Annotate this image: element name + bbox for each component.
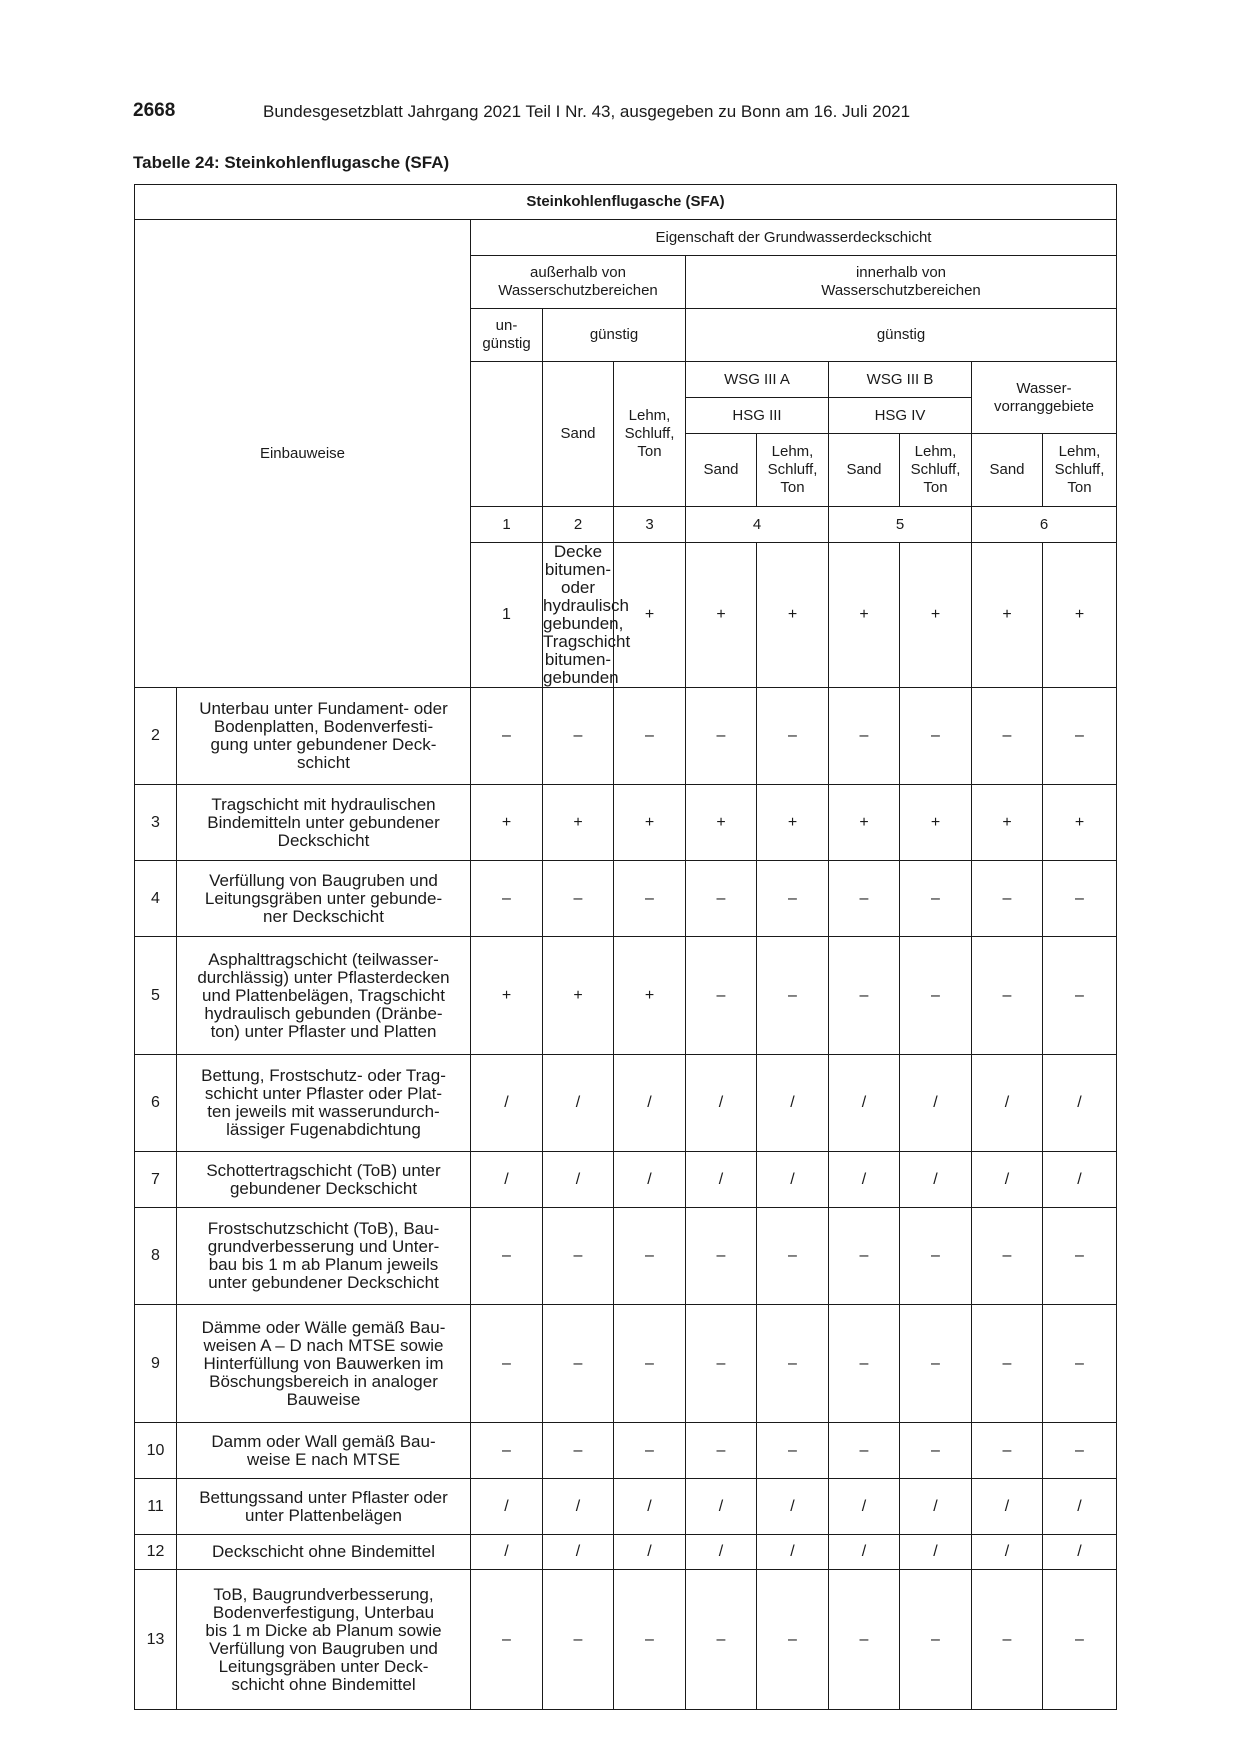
row-number: 5 bbox=[135, 937, 177, 1055]
description-line: lässiger Fugenabdichtung bbox=[226, 1120, 421, 1139]
description-line: ToB, Baugrundverbesserung, bbox=[213, 1584, 434, 1604]
row-number: 12 bbox=[135, 1535, 177, 1570]
rating-cell: – bbox=[614, 1423, 686, 1479]
rating-cell: – bbox=[972, 1423, 1043, 1479]
description-line: gung unter gebundener Deck- bbox=[210, 735, 437, 754]
rating-cell: – bbox=[900, 1208, 972, 1305]
rating-cell: – bbox=[900, 688, 972, 785]
rating-cell: / bbox=[1043, 1479, 1117, 1535]
lehm-header-col3 bbox=[614, 362, 686, 507]
innerhalb-line-2: Wasserschutzbereichen bbox=[821, 282, 981, 299]
rating-cell: – bbox=[757, 1423, 829, 1479]
description-line: schicht ohne Bindemittel bbox=[231, 1674, 416, 1694]
description-line: schicht bbox=[297, 753, 350, 772]
rating-cell: – bbox=[757, 1208, 829, 1305]
rating-cell: – bbox=[900, 1570, 972, 1710]
rating-cell: / bbox=[471, 1055, 543, 1152]
lehm-line-1: Lehm, bbox=[1058, 443, 1101, 460]
rating-cell: + bbox=[614, 785, 686, 861]
description-line: Asphalttragschicht (teilwasser- bbox=[208, 949, 439, 969]
row-description bbox=[177, 1305, 471, 1423]
rating-cell: – bbox=[471, 861, 543, 937]
description-line: ner Deckschicht bbox=[263, 906, 384, 926]
rating-cell: – bbox=[686, 1208, 757, 1305]
rating-cell: / bbox=[900, 1535, 972, 1570]
description-line: bau bis 1 m ab Planum jeweils bbox=[208, 1255, 439, 1274]
rating-cell: – bbox=[757, 861, 829, 937]
description-line: Bodenverfestigung, Unterbau bbox=[212, 1602, 435, 1622]
description-line: Hinterfüllung von Bauwerken im bbox=[203, 1353, 444, 1373]
lehm-line-3: Ton bbox=[923, 479, 948, 496]
rating-cell: – bbox=[471, 688, 543, 785]
rating-cell: – bbox=[757, 937, 829, 1055]
column-number-6: 6 bbox=[972, 507, 1117, 543]
rating-cell: / bbox=[543, 1535, 614, 1570]
column-number-5: 5 bbox=[829, 507, 972, 543]
rating-cell: – bbox=[543, 1305, 614, 1423]
rating-cell: – bbox=[900, 1423, 972, 1479]
description-line: unter gebundener Deckschicht bbox=[208, 1273, 439, 1292]
rating-cell: / bbox=[1043, 1055, 1117, 1152]
description-line: Decke bitumen- oder hydraulisch bbox=[543, 542, 629, 615]
lehm-line-2: Schluff, bbox=[624, 425, 675, 442]
sand-header-col4: Sand bbox=[686, 434, 757, 507]
rating-cell: / bbox=[614, 1055, 686, 1152]
rating-cell: – bbox=[614, 861, 686, 937]
rating-cell: / bbox=[471, 1535, 543, 1570]
row-number: 8 bbox=[135, 1208, 177, 1305]
wsg-3a-header: WSG III A bbox=[686, 362, 829, 398]
rating-cell: – bbox=[1043, 1305, 1117, 1423]
rating-cell: – bbox=[471, 1570, 543, 1710]
rating-cell: / bbox=[829, 1535, 900, 1570]
rating-cell: / bbox=[471, 1152, 543, 1208]
rating-cell: – bbox=[686, 861, 757, 937]
rating-cell: – bbox=[543, 861, 614, 937]
rating-cell: – bbox=[686, 688, 757, 785]
description-line: gebunden, Tragschicht bitumen- bbox=[543, 614, 631, 669]
rating-cell: / bbox=[972, 1055, 1043, 1152]
rating-cell: – bbox=[471, 1305, 543, 1423]
rating-cell: / bbox=[543, 1055, 614, 1152]
rating-cell: / bbox=[1043, 1152, 1117, 1208]
description-line: ton) unter Pflaster und Platten bbox=[210, 1021, 437, 1041]
rating-cell: – bbox=[686, 1570, 757, 1710]
rating-cell: / bbox=[686, 1535, 757, 1570]
table-row bbox=[135, 1208, 1117, 1305]
table-row bbox=[135, 861, 1117, 937]
rating-cell: – bbox=[1043, 1208, 1117, 1305]
column-number-2: 2 bbox=[543, 507, 614, 543]
rating-cell: – bbox=[972, 688, 1043, 785]
row-description bbox=[177, 1479, 471, 1535]
rating-cell: – bbox=[1043, 861, 1117, 937]
rating-cell: / bbox=[829, 1479, 900, 1535]
row-description bbox=[177, 861, 471, 937]
page-number: 2668 bbox=[133, 100, 176, 121]
description-line: Bindemitteln unter gebundener bbox=[207, 812, 440, 832]
description-line: Unterbau unter Fundament- oder bbox=[199, 699, 448, 718]
rating-cell: + bbox=[543, 937, 614, 1055]
rating-cell: + bbox=[757, 785, 829, 861]
lehm-line-1: Lehm, bbox=[914, 443, 957, 460]
lehm-header-col5 bbox=[900, 434, 972, 507]
ausserhalb-line-2: Wasserschutzbereichen bbox=[498, 282, 658, 299]
rating-cell: / bbox=[686, 1479, 757, 1535]
row-number: 10 bbox=[135, 1423, 177, 1479]
lehm-line-2: Schluff, bbox=[910, 461, 961, 478]
description-line: schicht unter Pflaster oder Plat- bbox=[204, 1084, 443, 1103]
rating-cell: – bbox=[1043, 1570, 1117, 1710]
einbauweise-header: Einbauweise bbox=[135, 220, 471, 688]
rating-cell: – bbox=[829, 688, 900, 785]
description-line: Verfüllung von Baugruben und bbox=[209, 1638, 438, 1658]
rating-cell: – bbox=[543, 1570, 614, 1710]
table-caption: Tabelle 24: Steinkohlenflugasche (SFA) bbox=[133, 153, 450, 172]
wasser-line-2: vorranggebiete bbox=[993, 397, 1095, 415]
rating-cell: + bbox=[972, 785, 1043, 861]
wsg-3b-header: WSG III B bbox=[829, 362, 972, 398]
table-row bbox=[135, 1055, 1117, 1152]
rating-cell: / bbox=[471, 1479, 543, 1535]
rating-cell: – bbox=[614, 1305, 686, 1423]
row-description bbox=[177, 1055, 471, 1152]
ausserhalb-line-1: außerhalb von bbox=[530, 264, 626, 281]
rating-cell: / bbox=[757, 1055, 829, 1152]
description-line: Schottertragschicht (ToB) unter bbox=[206, 1160, 441, 1180]
rating-cell: – bbox=[1043, 1423, 1117, 1479]
row-number: 6 bbox=[135, 1055, 177, 1152]
rating-cell: / bbox=[829, 1152, 900, 1208]
rating-cell: / bbox=[686, 1152, 757, 1208]
rating-cell: – bbox=[686, 1423, 757, 1479]
rating-cell: / bbox=[614, 1535, 686, 1570]
guenstig-header-outside: günstig bbox=[543, 309, 686, 362]
sand-header-col2: Sand bbox=[543, 362, 614, 507]
sfa-table bbox=[134, 184, 1117, 1710]
rating-cell: + bbox=[614, 937, 686, 1055]
sand-header-col6: Sand bbox=[972, 434, 1043, 507]
rating-cell: / bbox=[757, 1479, 829, 1535]
row-description bbox=[177, 1570, 471, 1710]
row-description bbox=[177, 1152, 471, 1208]
rating-cell: + bbox=[972, 543, 1043, 688]
description-line: Bauweise bbox=[286, 1389, 361, 1409]
table-row bbox=[135, 937, 1117, 1055]
rating-cell: / bbox=[900, 1479, 972, 1535]
description-line: bis 1 m Dicke ab Planum sowie bbox=[205, 1620, 442, 1640]
rating-cell: + bbox=[757, 543, 829, 688]
description-line: Leitungsgräben unter gebunde- bbox=[204, 888, 443, 908]
rating-cell: + bbox=[686, 785, 757, 861]
rating-cell: – bbox=[829, 1570, 900, 1710]
rating-cell: – bbox=[757, 1570, 829, 1710]
rating-cell: – bbox=[900, 1305, 972, 1423]
description-line: gebundener Deckschicht bbox=[229, 1178, 418, 1198]
rating-cell: + bbox=[829, 785, 900, 861]
guenstig-header-inside: günstig bbox=[686, 309, 1117, 362]
rating-cell: – bbox=[829, 1305, 900, 1423]
lehm-header-col4 bbox=[757, 434, 829, 507]
unguenstig-line-1: un- bbox=[495, 317, 518, 334]
description-line: Tragschicht mit hydraulischen bbox=[211, 794, 436, 814]
description-line: Bodenplatten, Bodenverfesti- bbox=[213, 717, 434, 736]
eigenschaft-header: Eigenschaft der Grundwasserdeckschicht bbox=[471, 220, 1117, 256]
rating-cell: / bbox=[686, 1055, 757, 1152]
rating-cell: / bbox=[1043, 1535, 1117, 1570]
rating-cell: – bbox=[829, 937, 900, 1055]
unguenstig-line-2: günstig bbox=[482, 335, 531, 352]
table-row bbox=[135, 785, 1117, 861]
rating-cell: – bbox=[829, 1423, 900, 1479]
rating-cell: / bbox=[972, 1152, 1043, 1208]
rating-cell: / bbox=[543, 1479, 614, 1535]
rating-cell: – bbox=[972, 1570, 1043, 1710]
row-number: 2 bbox=[135, 688, 177, 785]
column-number-3: 3 bbox=[614, 507, 686, 543]
row-description bbox=[177, 785, 471, 861]
hsg-3-header: HSG III bbox=[686, 398, 829, 434]
description-line: weise E nach MTSE bbox=[246, 1449, 401, 1469]
rating-cell: – bbox=[686, 1305, 757, 1423]
rating-cell: – bbox=[1043, 688, 1117, 785]
rating-cell: + bbox=[900, 543, 972, 688]
rating-cell: / bbox=[614, 1479, 686, 1535]
innerhalb-line-1: innerhalb von bbox=[855, 264, 947, 281]
rating-cell: – bbox=[829, 1208, 900, 1305]
description-line: Frostschutzschicht (ToB), Bau- bbox=[207, 1219, 440, 1238]
rating-cell: – bbox=[972, 1305, 1043, 1423]
rating-cell: / bbox=[757, 1152, 829, 1208]
row-description bbox=[177, 1208, 471, 1305]
rating-cell: – bbox=[972, 1208, 1043, 1305]
row-description bbox=[177, 937, 471, 1055]
description-line: Böschungsbereich in analoger bbox=[209, 1371, 438, 1391]
description-line: Damm oder Wall gemäß Bau- bbox=[211, 1431, 436, 1451]
rating-cell: – bbox=[543, 688, 614, 785]
lehm-line-3: Ton bbox=[637, 443, 662, 460]
wasservorrang-header bbox=[972, 362, 1117, 434]
description-line: hydraulisch gebunden (Dränbe- bbox=[204, 1003, 443, 1023]
description-line: Dämme oder Wälle gemäß Bau- bbox=[201, 1317, 446, 1337]
row-number: 1 bbox=[471, 543, 543, 688]
rating-cell: / bbox=[829, 1055, 900, 1152]
rating-cell: – bbox=[900, 937, 972, 1055]
lehm-line-1: Lehm, bbox=[771, 443, 814, 460]
rating-cell: – bbox=[614, 1570, 686, 1710]
lehm-line-3: Ton bbox=[1067, 479, 1092, 496]
lehm-line-1: Lehm, bbox=[628, 407, 671, 424]
lehm-line-2: Schluff, bbox=[1054, 461, 1105, 478]
rating-cell: – bbox=[1043, 937, 1117, 1055]
description-line: gebunden bbox=[543, 668, 619, 687]
table-row bbox=[135, 1479, 1117, 1535]
column-number-1: 1 bbox=[471, 507, 543, 543]
row-description bbox=[177, 688, 471, 785]
description-line: unter Plattenbelägen bbox=[245, 1505, 402, 1525]
sand-header-col5: Sand bbox=[829, 434, 900, 507]
table-row bbox=[135, 1305, 1117, 1423]
lehm-line-2: Schluff, bbox=[767, 461, 818, 478]
rating-cell: / bbox=[614, 1152, 686, 1208]
row-number: 7 bbox=[135, 1152, 177, 1208]
rating-cell: + bbox=[829, 543, 900, 688]
table-title: Steinkohlenflugasche (SFA) bbox=[135, 185, 1117, 220]
rating-cell: / bbox=[757, 1535, 829, 1570]
description-line: Bettung, Frostschutz- oder Trag- bbox=[201, 1066, 446, 1085]
table-row bbox=[135, 1423, 1117, 1479]
row-number: 4 bbox=[135, 861, 177, 937]
hsg-4-header: HSG IV bbox=[829, 398, 972, 434]
rating-cell: – bbox=[471, 1423, 543, 1479]
table-row bbox=[135, 688, 1117, 785]
rating-cell: – bbox=[543, 1208, 614, 1305]
row-number: 11 bbox=[135, 1479, 177, 1535]
rating-cell: / bbox=[900, 1055, 972, 1152]
rating-cell: – bbox=[829, 861, 900, 937]
description-line: Verfüllung von Baugruben und bbox=[209, 870, 438, 890]
description-line: weisen A – D nach MTSE sowie bbox=[203, 1335, 444, 1355]
row-description bbox=[177, 1423, 471, 1479]
rating-cell: – bbox=[543, 1423, 614, 1479]
description-line: Bettungssand unter Pflaster oder bbox=[199, 1487, 448, 1507]
description-line: durchlässig) unter Pflasterdecken bbox=[197, 967, 450, 987]
rating-cell: + bbox=[471, 937, 543, 1055]
table-row bbox=[135, 1570, 1117, 1710]
rating-cell: – bbox=[757, 1305, 829, 1423]
lehm-header-col6 bbox=[1043, 434, 1117, 507]
rating-cell: – bbox=[972, 937, 1043, 1055]
ausserhalb-header bbox=[471, 256, 686, 309]
description-line: grundverbesserung und Unter- bbox=[207, 1237, 440, 1256]
lehm-line-3: Ton bbox=[780, 479, 805, 496]
wasser-line-1: Wasser- bbox=[1016, 379, 1072, 397]
description-line: Leitungsgräben unter Deck- bbox=[218, 1656, 429, 1676]
row-number: 3 bbox=[135, 785, 177, 861]
rating-cell: + bbox=[614, 543, 686, 688]
table-row bbox=[135, 1535, 1117, 1570]
rating-cell: + bbox=[686, 543, 757, 688]
empty-header-cell bbox=[471, 362, 543, 507]
row-description bbox=[543, 542, 631, 688]
rating-cell: + bbox=[900, 785, 972, 861]
description-line: Deckschicht bbox=[277, 830, 370, 850]
rating-cell: + bbox=[1043, 785, 1117, 861]
rating-cell: / bbox=[900, 1152, 972, 1208]
rating-cell: + bbox=[471, 785, 543, 861]
row-description bbox=[177, 1535, 471, 1570]
innerhalb-header bbox=[686, 256, 1117, 309]
description-line: und Plattenbelägen, Tragschicht bbox=[202, 985, 445, 1005]
unguenstig-header bbox=[471, 309, 543, 362]
rating-cell: – bbox=[471, 1208, 543, 1305]
rating-cell: – bbox=[614, 1208, 686, 1305]
row-number: 9 bbox=[135, 1305, 177, 1423]
rating-cell: / bbox=[543, 1152, 614, 1208]
rating-cell: + bbox=[1043, 543, 1117, 688]
description-line: ten jeweils mit wasserundurch- bbox=[207, 1102, 440, 1121]
column-number-4: 4 bbox=[686, 507, 829, 543]
rating-cell: / bbox=[972, 1535, 1043, 1570]
rating-cell: – bbox=[686, 937, 757, 1055]
row-number: 13 bbox=[135, 1570, 177, 1710]
rating-cell: – bbox=[614, 688, 686, 785]
description-line: Deckschicht ohne Bindemittel bbox=[211, 1542, 435, 1561]
running-title: Bundesgesetzblatt Jahrgang 2021 Teil I Nr. 43, ausgegeben zu Bonn am 16. Juli 2021 bbox=[263, 102, 911, 121]
rating-cell: – bbox=[900, 861, 972, 937]
rating-cell: – bbox=[972, 861, 1043, 937]
table-row bbox=[135, 1152, 1117, 1208]
rating-cell: – bbox=[757, 688, 829, 785]
rating-cell: / bbox=[972, 1479, 1043, 1535]
rating-cell: + bbox=[543, 785, 614, 861]
